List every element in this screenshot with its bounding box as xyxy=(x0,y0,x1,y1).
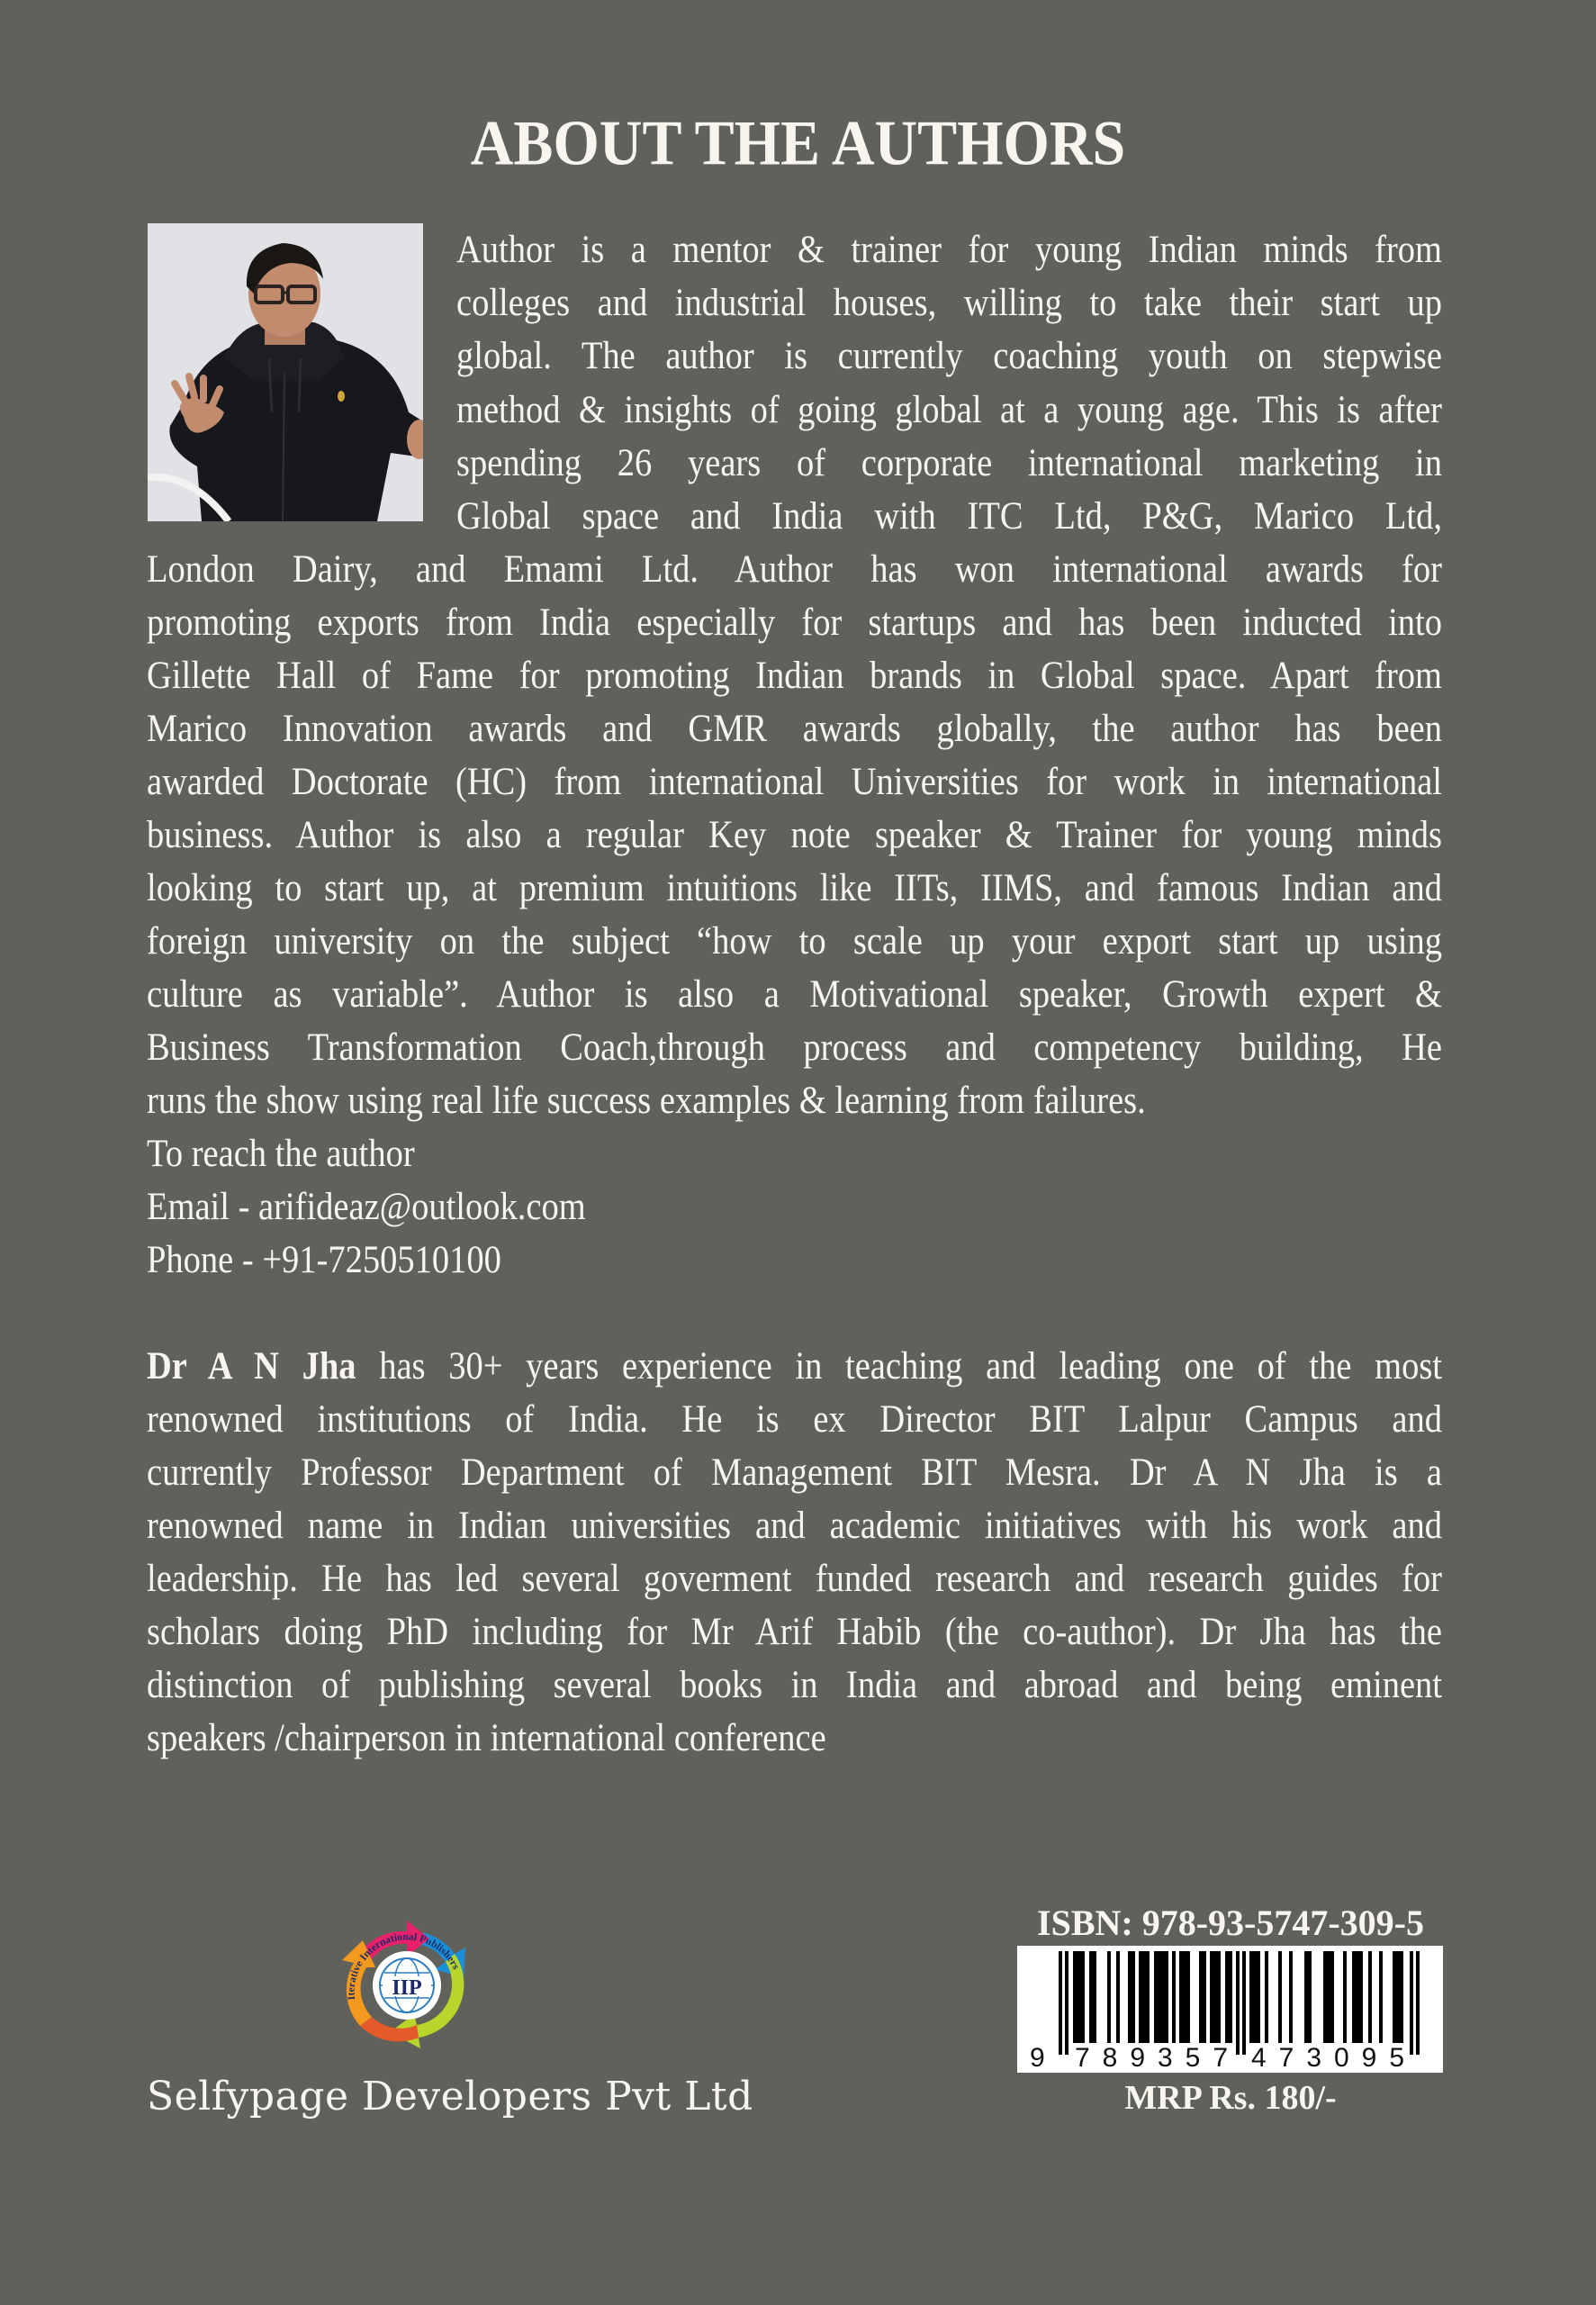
author1-bio-line: Global space and India with ITC Ltd, P&G, Marico Ltd, xyxy=(456,495,1442,538)
publisher-name: Selfypage Developers Pvt Ltd xyxy=(147,2074,753,2120)
svg-text:9: 9 xyxy=(1030,2043,1045,2073)
author1-bio-line: business. Author is also a regular Key note speaker & Trainer for young minds xyxy=(147,814,1442,857)
author-email: Email - arifideaz@outlook.com xyxy=(147,1186,586,1229)
isbn-label: ISBN: 978-93-5747-309-5 xyxy=(1037,1903,1424,1943)
author2-bio-line: leadership. He has led several goverment funded research and research guides for xyxy=(147,1558,1442,1601)
author1-bio-line: looking to start up, at premium intuitions like IITs, IIMS, and famous Indian and xyxy=(147,867,1442,910)
author1-bio-line: colleges and industrial houses, willing to take their start up xyxy=(456,282,1442,325)
svg-text:Iterative International Publis: Iterative International Publishers xyxy=(346,1931,462,2001)
author1-bio-line: culture as variable”. Author is also a Motivational speaker, Growth expert & xyxy=(147,973,1442,1017)
author2-bio-line xyxy=(147,1343,1442,1390)
author2-bio-line: renowned institutions of India. He is ex Director BIT Lalpur Campus and xyxy=(147,1398,1442,1442)
author-portrait-photo xyxy=(148,223,423,521)
author1-bio-line: global. The author is currently coaching youth on stepwise xyxy=(456,335,1442,378)
page-title: ABOUT THE AUTHORS xyxy=(470,108,1126,179)
author2-bio-line: currently Professor Department of Management BIT Mesra. Dr A N Jha is a xyxy=(147,1451,1442,1495)
contact-heading: To reach the author xyxy=(147,1133,415,1176)
author1-bio-line: foreign university on the subject “how to scale up your export start up using xyxy=(147,920,1442,963)
svg-text:IIP: IIP xyxy=(392,1976,422,2000)
author2-bio-first: has 30+ years experience in teaching and leading one of the most xyxy=(356,1345,1442,1388)
barcode-icon xyxy=(1017,1946,1443,2073)
author1-bio-line: awarded Doctorate (HC) from international Universities for work in international xyxy=(147,761,1442,804)
author1-bio-line: spending 26 years of corporate international marketing in xyxy=(456,442,1442,485)
price-label: MRP Rs. 180/- xyxy=(1124,2079,1337,2117)
author2-bio-line: distinction of publishing several books in India and abroad and being eminent xyxy=(147,1664,1442,1707)
author1-bio-line: Business Transformation Coach,through process and competency building, He xyxy=(147,1026,1442,1070)
author-phone: Phone - +91-7250510100 xyxy=(147,1239,501,1282)
publisher-logo xyxy=(320,1904,495,2065)
author2-bio-line: scholars doing PhD including for Mr Arif Habib (the co-author). Dr Jha has the xyxy=(147,1611,1442,1654)
author1-bio-line: Marico Innovation awards and GMR awards globally, the author has been xyxy=(147,708,1442,751)
iip-logo-icon xyxy=(320,1904,495,2065)
author1-bio-line: London Dairy, and Emami Ltd. Author has won international awards for xyxy=(147,548,1442,592)
author1-bio-line: Author is a mentor & trainer for young Indian minds from xyxy=(456,229,1442,272)
author1-bio-line: runs the show using real life success examples & learning from failures. xyxy=(147,1080,1146,1123)
author2-bio-line: renowned name in Indian universities and academic initiatives with his work and xyxy=(147,1505,1442,1548)
author1-bio-line: method & insights of going global at a young age. This is after xyxy=(456,389,1442,432)
svg-text:473095: 473095 xyxy=(1251,2043,1404,2073)
svg-text:789357: 789357 xyxy=(1075,2043,1228,2073)
author2-bio-line: speakers /chairperson in international conference xyxy=(147,1717,826,1760)
author1-bio-line: Gillette Hall of Fame for promoting Indian brands in Global space. Apart from xyxy=(147,655,1442,698)
author2-name: Dr A N Jha xyxy=(147,1345,356,1388)
author1-bio-line: promoting exports from India especially for startups and has been inducted into xyxy=(147,601,1442,645)
isbn-barcode xyxy=(1017,1946,1443,2073)
